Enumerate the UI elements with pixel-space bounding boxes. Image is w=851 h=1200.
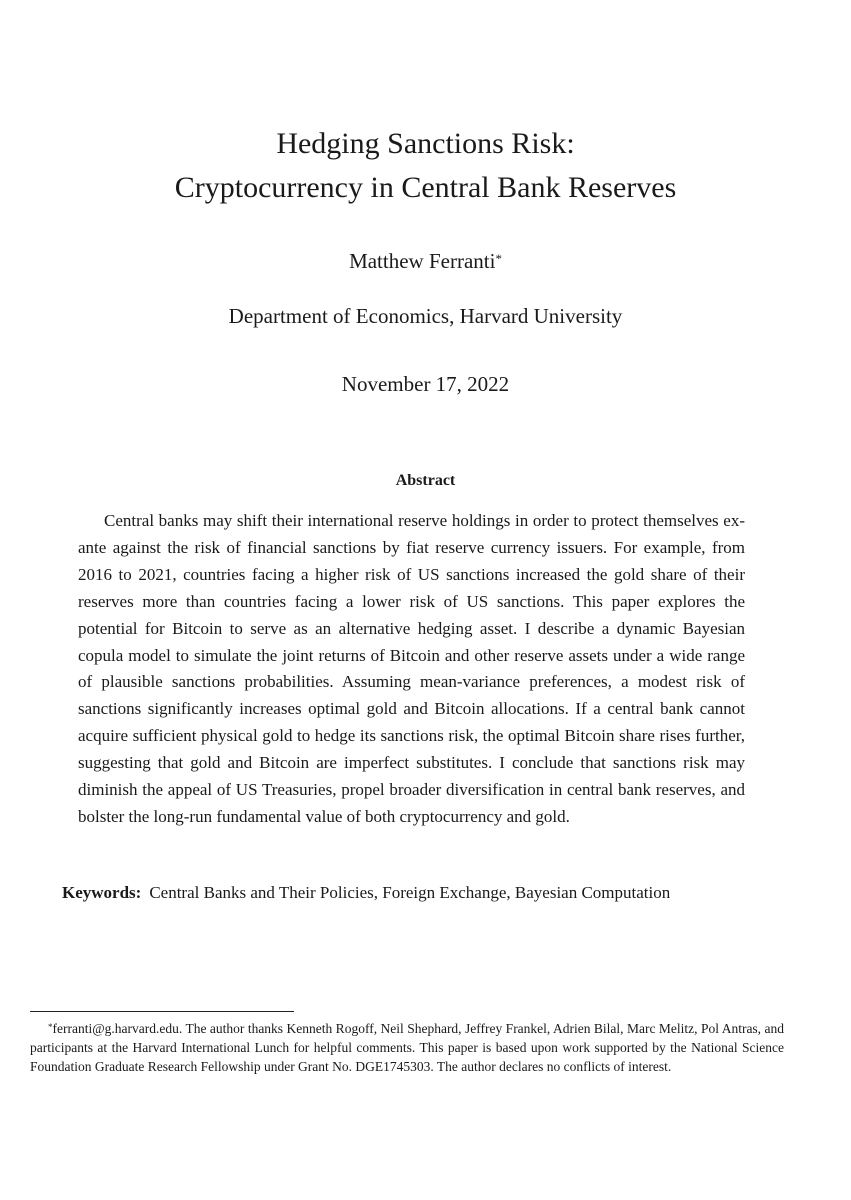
footnote-text: ferranti@g.harvard.edu. The author thanks Kenneth Rogoff, Neil Shephard, Jeffrey Frankel, Adrien Bilal, Marc Melitz, Pol Antras, and participants at the Harvard International Lunch for helpful comments. This paper is based upon work supported by the National Science Foundation Graduate Research Fellowship under Grant No. DGE1745303. The author declares no conflicts of interest. (30, 1021, 784, 1074)
author-affiliation: Department of Economics, Harvard University (228, 304, 623, 328)
footnote (30, 1019, 784, 1076)
keywords-text: Central Banks and Their Policies, Foreign Exchange, Bayesian Computation (149, 883, 671, 902)
abstract-body: Central banks may shift their international reserve holdings in order to protect themselves ex-ante against the risk of financial sanctions by fiat reserve currency issuers. For example, from 2016 to 2021, countries facing a higher risk of US sanctions increased the gold share of their reserves more than countries facing a lower risk of US sanctions. This paper explores the potential for Bitcoin to serve as an alternative hedging asset. I describe a dynamic Bayesian copula model to simulate the joint returns of Bitcoin and other reserve assets under a wide range of plausible sanctions probabilities. Assuming mean-variance preferences, a modest risk of sanctions significantly increases optimal gold and Bitcoin allocations. If a central bank cannot acquire sufficient physical gold to hedge its sanctions risk, the optimal Bitcoin share rises further, suggesting that gold and Bitcoin are imperfect substitutes. I conclude that sanctions risk may diminish the appeal of US Treasuries, propel broader diversification in central bank reserves, and bolster the long-run fundamental value of both cryptocurrency and gold. (78, 511, 745, 826)
publication-date: November 17, 2022 (341, 372, 510, 396)
keywords-label: Keywords: (62, 883, 142, 902)
footnote-mark: * (48, 1022, 53, 1032)
author-name: Matthew Ferranti (349, 249, 496, 273)
author-footnote-mark: * (495, 251, 502, 266)
paper-title-line-2: Cryptocurrency in Central Bank Reserves (174, 171, 677, 204)
paper-title-line-1: Hedging Sanctions Risk: (276, 127, 575, 160)
keywords-line (62, 880, 802, 906)
footnote-divider (30, 1011, 294, 1012)
abstract-heading: Abstract (395, 472, 456, 489)
paper-title (0, 122, 851, 210)
author-line (0, 247, 851, 275)
